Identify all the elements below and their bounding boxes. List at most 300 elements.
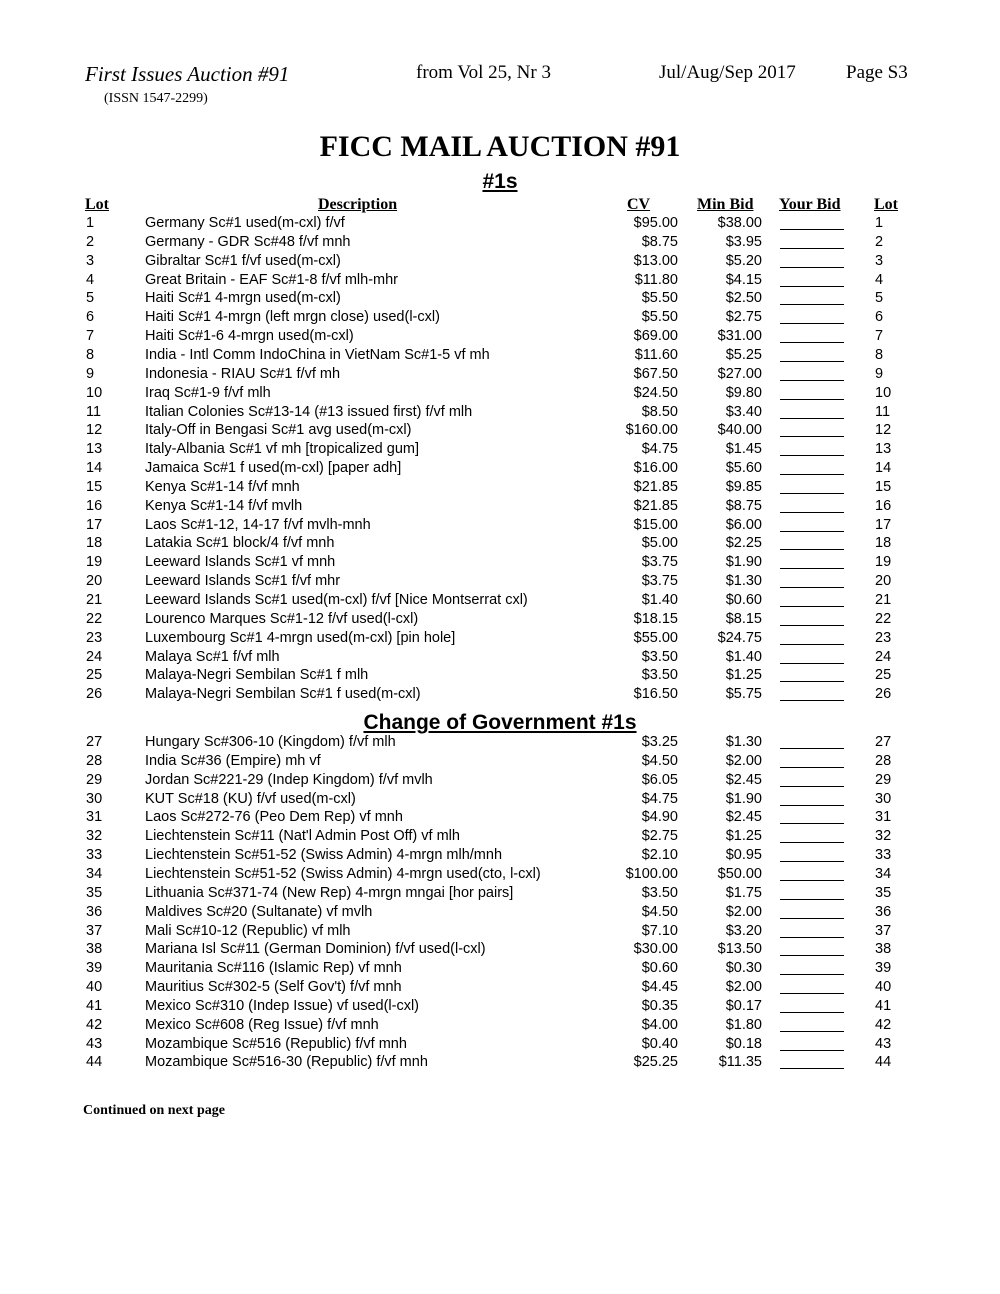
catalog-value: $18.15	[633, 610, 678, 627]
lot-number: 12	[86, 422, 103, 439]
catalog-value: $2.10	[641, 847, 678, 864]
lot-number: 17	[86, 516, 103, 533]
min-bid: $3.20	[725, 922, 762, 939]
your-bid-field[interactable]	[780, 993, 844, 994]
min-bid: $3.95	[725, 233, 762, 250]
lot-description: Mauritius Sc#302-5 (Self Gov't) f/vf mnh	[145, 979, 402, 996]
catalog-value: $11.60	[634, 346, 678, 363]
your-bid-field[interactable]	[780, 1031, 844, 1032]
lot-number-right: 43	[875, 1035, 892, 1052]
min-bid: $1.25	[725, 828, 762, 845]
lot-number: 24	[86, 648, 103, 665]
your-bid-field[interactable]	[780, 625, 844, 626]
table-row	[0, 479, 1000, 498]
catalog-value: $3.50	[641, 648, 678, 665]
lot-number: 39	[86, 960, 103, 977]
your-bid-field[interactable]	[780, 880, 844, 881]
lot-number: 19	[86, 554, 103, 571]
lot-description: Maldives Sc#20 (Sultanate) vf mvlh	[145, 903, 373, 920]
lot-number: 29	[86, 771, 103, 788]
lot-number: 3	[86, 252, 95, 269]
table-row	[0, 460, 1000, 479]
table-row	[0, 734, 1000, 753]
your-bid-field[interactable]	[780, 549, 844, 550]
lot-number-right: 12	[875, 422, 892, 439]
your-bid-field[interactable]	[780, 474, 844, 475]
min-bid: $24.75	[717, 629, 762, 646]
min-bid: $1.80	[725, 1016, 762, 1033]
catalog-value: $4.45	[641, 979, 678, 996]
min-bid: $5.20	[725, 252, 762, 269]
min-bid: $4.15	[725, 271, 762, 288]
min-bid: $0.60	[725, 592, 762, 608]
your-bid-field[interactable]	[780, 568, 844, 569]
catalog-value: $4.75	[641, 790, 678, 807]
lot-description: Italy-Off in Bengasi Sc#1 avg used(m-cxl)	[145, 422, 412, 439]
lot-number: 9	[86, 365, 95, 382]
table-row	[0, 885, 1000, 904]
lot-number-right: 27	[875, 734, 892, 750]
lot-number: 7	[86, 328, 95, 345]
lot-number-right: 26	[875, 686, 892, 703]
lot-number: 1	[86, 215, 95, 231]
table-row	[0, 904, 1000, 923]
lot-number-right: 33	[875, 847, 892, 864]
table-row	[0, 592, 1000, 611]
lot-number-right: 35	[875, 884, 892, 901]
catalog-value: $3.75	[641, 554, 678, 571]
min-bid: $9.80	[725, 384, 762, 401]
your-bid-field[interactable]	[780, 842, 844, 843]
lot-number-right: 4	[875, 271, 884, 288]
lot-number: 27	[86, 734, 103, 750]
lot-number-right: 17	[875, 516, 892, 533]
lot-description: Mali Sc#10-12 (Republic) vf mlh	[145, 922, 351, 939]
your-bid-field[interactable]	[780, 323, 844, 324]
catalog-value: $160.00	[625, 422, 678, 439]
lot-description: Kenya Sc#1-14 f/vf mvlh	[145, 497, 303, 514]
min-bid: $2.45	[725, 771, 762, 788]
header-date: Jul/Aug/Sep 2017	[659, 62, 796, 83]
your-bid-field[interactable]	[780, 380, 844, 381]
lot-number-right: 5	[875, 290, 884, 307]
catalog-value: $0.60	[641, 960, 678, 977]
header-title: First Issues Auction #91	[85, 62, 290, 86]
table-row	[0, 366, 1000, 385]
table-row	[0, 404, 1000, 423]
table-row	[0, 234, 1000, 253]
table-row	[0, 498, 1000, 517]
lot-number: 33	[86, 847, 103, 864]
table-row	[0, 979, 1000, 998]
table-row	[0, 1054, 1000, 1073]
table-row	[0, 1017, 1000, 1036]
lot-description: Germany Sc#1 used(m-cxl) f/vf	[145, 215, 345, 231]
lot-description: Liechtenstein Sc#51-52 (Swiss Admin) 4-mrgn used(cto, l-cxl)	[145, 865, 541, 882]
lot-number: 8	[86, 346, 95, 363]
min-bid: $2.00	[725, 903, 762, 920]
lot-number-right: 7	[875, 328, 884, 345]
lot-description: Leeward Islands Sc#1 f/vf mhr	[145, 573, 341, 590]
your-bid-field[interactable]	[780, 767, 844, 768]
table-row	[0, 215, 1000, 234]
your-bid-field[interactable]	[780, 1050, 844, 1051]
lot-number: 14	[86, 460, 103, 477]
lot-description: Malaya Sc#1 f/vf mlh	[145, 648, 280, 665]
min-bid: $1.75	[725, 884, 762, 901]
column-header-lot: Lot	[85, 196, 109, 213]
min-bid: $1.40	[725, 648, 762, 665]
table-row	[0, 667, 1000, 686]
lot-number-right: 20	[875, 573, 892, 590]
catalog-value: $25.25	[633, 1054, 678, 1071]
catalog-value: $21.85	[633, 497, 678, 514]
catalog-value: $0.40	[641, 1035, 678, 1052]
lot-number: 18	[86, 535, 103, 552]
your-bid-field[interactable]	[780, 1068, 844, 1069]
your-bid-field[interactable]	[780, 304, 844, 305]
lot-number-right: 3	[875, 252, 884, 269]
lot-number-right: 30	[875, 790, 892, 807]
lot-number-right: 16	[875, 497, 892, 514]
your-bid-field[interactable]	[780, 436, 844, 437]
table-row	[0, 535, 1000, 554]
lot-number-right: 14	[875, 460, 892, 477]
lot-number-right: 44	[875, 1054, 892, 1071]
lot-number-right: 18	[875, 535, 892, 552]
your-bid-field[interactable]	[780, 918, 844, 919]
lot-number-right: 15	[875, 478, 892, 495]
lot-description: Malaya-Negri Sembilan Sc#1 f mlh	[145, 667, 369, 684]
catalog-value: $5.50	[641, 290, 678, 307]
your-bid-field[interactable]	[780, 748, 844, 749]
lot-number-right: 25	[875, 667, 892, 684]
lot-description: Mexico Sc#608 (Reg Issue) f/vf mnh	[145, 1016, 379, 1033]
column-header-lot-right: Lot	[874, 196, 898, 213]
lot-number: 2	[86, 233, 95, 250]
table-row	[0, 272, 1000, 291]
min-bid: $3.40	[725, 403, 762, 420]
lot-description: KUT Sc#18 (KU) f/vf used(m-cxl)	[145, 790, 356, 807]
lot-description: Great Britain - EAF Sc#1-8 f/vf mlh-mhr	[145, 271, 399, 288]
your-bid-field[interactable]	[780, 248, 844, 249]
your-bid-field[interactable]	[780, 786, 844, 787]
lot-number-right: 2	[875, 233, 884, 250]
table-row	[0, 1036, 1000, 1055]
page-title: FICC MAIL AUCTION #91	[319, 130, 681, 163]
lot-number: 25	[86, 667, 103, 684]
section-title-first-issues: #1s	[482, 170, 518, 193]
lot-description: Mozambique Sc#516-30 (Republic) f/vf mnh	[145, 1054, 428, 1071]
lot-number: 6	[86, 309, 95, 326]
lot-description: Leeward Islands Sc#1 vf mnh	[145, 554, 336, 571]
lot-number: 40	[86, 979, 103, 996]
catalog-value: $4.50	[641, 752, 678, 769]
lot-description: Kenya Sc#1-14 f/vf mnh	[145, 478, 300, 495]
your-bid-field[interactable]	[780, 861, 844, 862]
min-bid: $1.30	[725, 573, 762, 590]
min-bid: $2.25	[725, 535, 762, 552]
table-row	[0, 328, 1000, 347]
lot-number: 36	[86, 903, 103, 920]
lot-number-right: 40	[875, 979, 892, 996]
table-row	[0, 385, 1000, 404]
table-row	[0, 554, 1000, 573]
lot-description: Italian Colonies Sc#13-14 (#13 issued first) f/vf mlh	[145, 403, 473, 420]
catalog-value: $3.50	[641, 667, 678, 684]
table-row	[0, 611, 1000, 630]
min-bid: $31.00	[717, 328, 762, 345]
lot-description: India Sc#36 (Empire) mh vf	[145, 752, 321, 769]
your-bid-field[interactable]	[780, 587, 844, 588]
table-row	[0, 847, 1000, 866]
lot-number-right: 28	[875, 752, 892, 769]
catalog-value: $8.50	[641, 403, 678, 420]
lot-number: 20	[86, 573, 103, 590]
lot-description: Haiti Sc#1-6 4-mrgn used(m-cxl)	[145, 328, 354, 345]
min-bid: $1.90	[725, 790, 762, 807]
table-row	[0, 809, 1000, 828]
lot-description: Liechtenstein Sc#51-52 (Swiss Admin) 4-mrgn mlh/mnh	[145, 847, 503, 864]
your-bid-field[interactable]	[780, 663, 844, 664]
lot-description: Italy-Albania Sc#1 vf mh [tropicalized gum]	[145, 441, 420, 458]
catalog-value: $5.00	[641, 535, 678, 552]
lot-description: Indonesia - RIAU Sc#1 f/vf mh	[145, 365, 341, 382]
your-bid-field[interactable]	[780, 644, 844, 645]
your-bid-field[interactable]	[780, 418, 844, 419]
min-bid: $5.60	[725, 460, 762, 477]
lot-number-right: 42	[875, 1016, 892, 1033]
lot-description: Jordan Sc#221-29 (Indep Kingdom) f/vf mvlh	[145, 771, 433, 788]
catalog-value: $16.50	[633, 686, 678, 703]
your-bid-field[interactable]	[780, 342, 844, 343]
your-bid-field[interactable]	[780, 899, 844, 900]
catalog-value: $67.50	[633, 365, 678, 382]
your-bid-field[interactable]	[780, 955, 844, 956]
your-bid-field[interactable]	[780, 700, 844, 701]
table-row	[0, 753, 1000, 772]
catalog-value: $100.00	[625, 865, 678, 882]
lot-number: 21	[86, 592, 103, 608]
min-bid: $13.50	[717, 941, 762, 958]
table-row	[0, 772, 1000, 791]
table-row	[0, 517, 1000, 536]
lot-number-right: 32	[875, 828, 892, 845]
lot-number: 16	[86, 497, 103, 514]
table-row	[0, 309, 1000, 328]
lot-number-right: 29	[875, 771, 892, 788]
min-bid: $0.95	[725, 847, 762, 864]
lot-number: 34	[86, 865, 103, 882]
section-title-change-of-government: Change of Government #1s	[363, 711, 637, 734]
lot-description: Mariana Isl Sc#11 (German Dominion) f/vf used(l-cxl)	[145, 941, 486, 958]
lot-number: 30	[86, 790, 103, 807]
your-bid-field[interactable]	[780, 267, 844, 268]
your-bid-field[interactable]	[780, 493, 844, 494]
your-bid-field[interactable]	[780, 512, 844, 513]
catalog-value: $1.40	[641, 592, 678, 608]
min-bid: $8.75	[725, 497, 762, 514]
lot-description: India - Intl Comm IndoChina in VietNam Sc#1-5 vf mh	[145, 346, 490, 363]
table-row	[0, 866, 1000, 885]
lot-description: Mozambique Sc#516 (Republic) f/vf mnh	[145, 1035, 407, 1052]
lot-number: 31	[86, 809, 103, 826]
lot-description: Gibraltar Sc#1 f/vf used(m-cxl)	[145, 252, 341, 269]
catalog-value: $11.80	[634, 271, 678, 288]
table-row	[0, 253, 1000, 272]
catalog-value: $4.90	[641, 809, 678, 826]
catalog-value: $3.75	[641, 573, 678, 590]
your-bid-field[interactable]	[780, 606, 844, 607]
catalog-value: $3.50	[641, 884, 678, 901]
min-bid: $50.00	[717, 865, 762, 882]
min-bid: $2.00	[725, 979, 762, 996]
catalog-value: $69.00	[633, 328, 678, 345]
catalog-value: $15.00	[633, 516, 678, 533]
your-bid-field[interactable]	[780, 937, 844, 938]
lot-number: 11	[86, 403, 102, 420]
lot-number: 15	[86, 478, 103, 495]
lot-number: 22	[86, 610, 103, 627]
min-bid: $2.00	[725, 752, 762, 769]
catalog-value: $6.05	[641, 771, 678, 788]
min-bid: $40.00	[717, 422, 762, 439]
min-bid: $8.15	[725, 610, 762, 627]
your-bid-field[interactable]	[780, 531, 844, 532]
lot-number-right: 21	[875, 592, 892, 608]
lot-description: Lithuania Sc#371-74 (New Rep) 4-mrgn mngai [hor pairs]	[145, 884, 514, 901]
column-header-description: Description	[318, 196, 398, 213]
your-bid-field[interactable]	[780, 974, 844, 975]
header-issn: (ISSN 1547-2299)	[104, 91, 208, 106]
your-bid-field[interactable]	[780, 823, 844, 824]
lot-number: 26	[86, 686, 103, 703]
catalog-value: $13.00	[633, 252, 678, 269]
min-bid: $38.00	[717, 215, 762, 231]
lot-number: 4	[86, 271, 95, 288]
lot-number-right: 13	[875, 441, 892, 458]
table-row	[0, 828, 1000, 847]
lot-number-right: 31	[875, 809, 892, 826]
table-row	[0, 791, 1000, 810]
catalog-value: $4.75	[641, 441, 678, 458]
min-bid: $5.25	[725, 346, 762, 363]
table-row	[0, 441, 1000, 460]
catalog-value: $8.75	[641, 233, 678, 250]
min-bid: $6.00	[725, 516, 762, 533]
your-bid-field[interactable]	[780, 286, 844, 287]
catalog-value: $21.85	[633, 478, 678, 495]
lot-number-right: 24	[875, 648, 892, 665]
lot-number-right: 34	[875, 865, 892, 882]
min-bid: $9.85	[725, 478, 762, 495]
header-page: Page S3	[846, 62, 908, 83]
lot-description: Mauritania Sc#116 (Islamic Rep) vf mnh	[145, 960, 402, 977]
min-bid: $2.50	[725, 290, 762, 307]
lot-number-right: 19	[875, 554, 892, 571]
lot-description: Mexico Sc#310 (Indep Issue) vf used(l-cxl)	[145, 997, 419, 1014]
your-bid-field[interactable]	[780, 1012, 844, 1013]
catalog-value: $30.00	[633, 941, 678, 958]
lot-description: Germany - GDR Sc#48 f/vf mnh	[145, 233, 351, 250]
lot-number: 35	[86, 884, 103, 901]
lot-description: Latakia Sc#1 block/4 f/vf mnh	[145, 535, 335, 552]
lot-number: 13	[86, 441, 103, 458]
min-bid: $0.17	[725, 997, 762, 1014]
your-bid-field[interactable]	[780, 455, 844, 456]
column-header-your-bid: Your Bid	[779, 196, 841, 213]
lot-number-right: 38	[875, 941, 892, 958]
lot-description: Malaya-Negri Sembilan Sc#1 f used(m-cxl)	[145, 686, 421, 703]
lot-description: Lourenco Marques Sc#1-12 f/vf used(l-cxl)	[145, 610, 419, 627]
table-row	[0, 290, 1000, 309]
lot-number: 23	[86, 629, 103, 646]
lot-number: 32	[86, 828, 103, 845]
lot-number: 37	[86, 922, 103, 939]
lot-description: Liechtenstein Sc#11 (Nat'l Admin Post Off) vf mlh	[145, 828, 460, 845]
table-row	[0, 923, 1000, 942]
lot-number-right: 22	[875, 610, 892, 627]
column-header-cv: CV	[627, 196, 651, 213]
lot-number: 5	[86, 290, 95, 307]
min-bid: $1.45	[725, 441, 762, 458]
catalog-value: $95.00	[633, 215, 678, 231]
min-bid: $1.90	[725, 554, 762, 571]
table-row	[0, 422, 1000, 441]
your-bid-field[interactable]	[780, 805, 844, 806]
lot-number: 38	[86, 941, 103, 958]
lot-number-right: 6	[875, 309, 884, 326]
table-row	[0, 941, 1000, 960]
catalog-value: $4.00	[641, 1016, 678, 1033]
lot-number-right: 36	[875, 903, 892, 920]
min-bid: $0.18	[725, 1035, 762, 1052]
catalog-value: $4.50	[641, 903, 678, 920]
table-row	[0, 686, 1000, 705]
lot-description: Haiti Sc#1 4-mrgn used(m-cxl)	[145, 290, 341, 307]
min-bid: $2.75	[725, 309, 762, 326]
your-bid-field[interactable]	[780, 229, 844, 230]
catalog-value: $16.00	[633, 460, 678, 477]
lot-number-right: 23	[875, 629, 892, 646]
lot-number-right: 37	[875, 922, 892, 939]
lot-number-right: 11	[875, 403, 891, 420]
lot-description: Laos Sc#272-76 (Peo Dem Rep) vf mnh	[145, 809, 403, 826]
lot-number: 42	[86, 1016, 103, 1033]
your-bid-field[interactable]	[780, 361, 844, 362]
lot-description: Hungary Sc#306-10 (Kingdom) f/vf mlh	[145, 734, 396, 750]
min-bid: $5.75	[725, 686, 762, 703]
catalog-value: $55.00	[633, 629, 678, 646]
catalog-value: $5.50	[641, 309, 678, 326]
table-row	[0, 347, 1000, 366]
table-row	[0, 573, 1000, 592]
table-row	[0, 630, 1000, 649]
lot-number-right: 9	[875, 365, 884, 382]
lot-description: Jamaica Sc#1 f used(m-cxl) [paper adh]	[145, 460, 402, 477]
table-row	[0, 960, 1000, 979]
lot-description: Luxembourg Sc#1 4-mrgn used(m-cxl) [pin hole]	[145, 629, 456, 646]
lot-number-right: 10	[875, 384, 892, 401]
catalog-value: $0.35	[641, 997, 678, 1014]
min-bid: $27.00	[717, 365, 762, 382]
lot-number-right: 39	[875, 960, 892, 977]
lot-description: Iraq Sc#1-9 f/vf mlh	[145, 384, 271, 401]
your-bid-field[interactable]	[780, 399, 844, 400]
lot-number: 41	[86, 997, 103, 1014]
catalog-value: $24.50	[633, 384, 678, 401]
your-bid-field[interactable]	[780, 681, 844, 682]
